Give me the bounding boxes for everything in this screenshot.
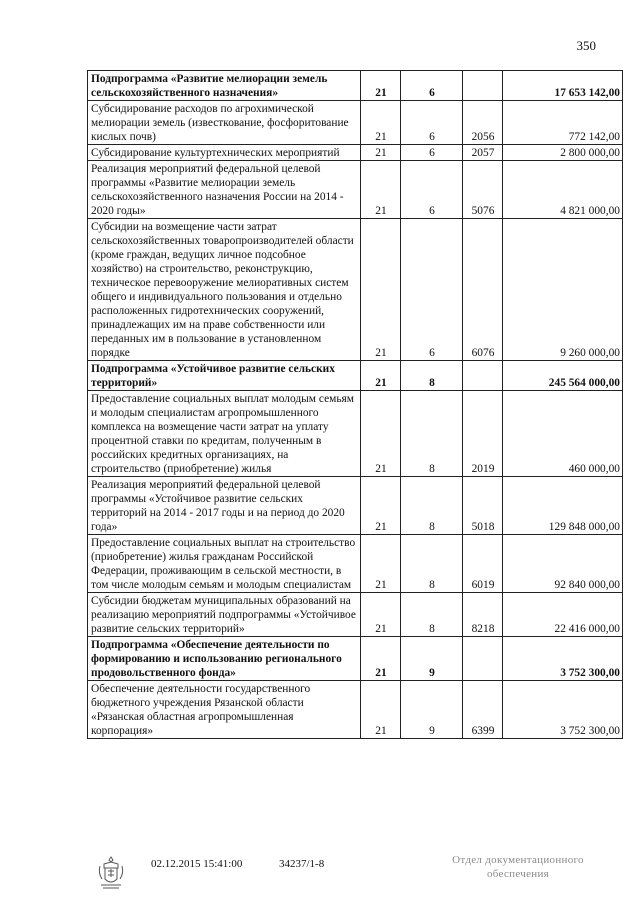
- row-subsection: 6: [401, 101, 463, 145]
- row-section: 21: [361, 219, 401, 361]
- row-name: Подпрограмма «Устойчивое развитие сельских территорий»: [88, 361, 361, 391]
- row-amount: 17 653 142,00: [503, 71, 623, 101]
- row-section: 21: [361, 681, 401, 739]
- row-amount: 460 000,00: [503, 391, 623, 477]
- row-name: Субсидирование расходов по агрохимической мелиорации земель (известкование, фосфоритование кислых почв): [88, 101, 361, 145]
- row-article: [463, 637, 503, 681]
- row-amount: 4 821 000,00: [503, 161, 623, 219]
- row-subsection: 6: [401, 161, 463, 219]
- row-name: Субсидии бюджетам муниципальных образований на реализацию мероприятий подпрограммы «Устойчивое развитие сельских территорий»: [88, 593, 361, 637]
- table-row: [88, 101, 623, 145]
- row-section: 21: [361, 145, 401, 161]
- row-amount: 2 800 000,00: [503, 145, 623, 161]
- coat-of-arms-emblem-icon: [96, 855, 126, 889]
- row-article: 2019: [463, 391, 503, 477]
- footer-doc-number: 34237/1-8: [279, 858, 325, 870]
- page-number: 350: [576, 38, 596, 53]
- footer-department-line: Отдел документационного: [452, 854, 584, 866]
- row-subsection: 8: [401, 361, 463, 391]
- table-row: [88, 477, 623, 535]
- row-article: 5018: [463, 477, 503, 535]
- row-article: 6399: [463, 681, 503, 739]
- row-name: Субсидирование культуртехнических мероприятий: [88, 145, 361, 161]
- table-row-program: [88, 637, 623, 681]
- row-article: 6076: [463, 219, 503, 361]
- row-name: Предоставление социальных выплат на строительство (приобретение) жилья гражданам Российской Федерации, проживающим в сельской местности, в том числе молодым семьям и молодым специалистам: [88, 535, 361, 593]
- row-section: 21: [361, 637, 401, 681]
- row-section: 21: [361, 101, 401, 145]
- row-article: 2057: [463, 145, 503, 161]
- table-row: [88, 145, 623, 161]
- row-article: [463, 71, 503, 101]
- row-amount: 129 848 000,00: [503, 477, 623, 535]
- row-subsection: 9: [401, 637, 463, 681]
- row-subsection: 8: [401, 477, 463, 535]
- row-article: 6019: [463, 535, 503, 593]
- row-subsection: 8: [401, 593, 463, 637]
- table-row-program: [88, 71, 623, 101]
- table-row: [88, 593, 623, 637]
- row-article: 2056: [463, 101, 503, 145]
- row-section: 21: [361, 593, 401, 637]
- row-section: 21: [361, 477, 401, 535]
- row-name: Реализация мероприятий федеральной целевой программы «Устойчивое развитие сельских территорий на 2014 - 2017 годы и на период до 2020 года»: [88, 477, 361, 535]
- row-amount: 772 142,00: [503, 101, 623, 145]
- footer-department-stamp: [443, 853, 593, 881]
- row-name: Подпрограмма «Развитие мелиорации земель сельскохозяйственного назначения»: [88, 71, 361, 101]
- footer-department-line: обеспечения: [486, 868, 550, 880]
- row-name: Реализация мероприятий федеральной целевой программы «Развитие мелиорации земель сельскохозяйственного назначения России на 2014 - 2020 годы»: [88, 161, 361, 219]
- row-subsection: 8: [401, 391, 463, 477]
- row-article: 8218: [463, 593, 503, 637]
- row-name: Подпрограмма «Обеспечение деятельности по формированию и использованию регионального продовольственного фонда»: [88, 637, 361, 681]
- row-amount: 3 752 300,00: [503, 637, 623, 681]
- row-name: Предоставление социальных выплат молодым семьям и молодым специалистам агропромышленного комплекса на возмещение части затрат на уплату процентной ставки по кредитам, полученным в российских кредитных организациях, на строительство (приобретение) жилья: [88, 391, 361, 477]
- row-name: Обеспечение деятельности государственного бюджетного учреждения Рязанской области «Рязанская областная агропромышленная корпорация»: [88, 681, 361, 739]
- footer-timestamp: 02.12.2015 15:41:00: [151, 858, 243, 870]
- row-section: 21: [361, 161, 401, 219]
- row-section: 21: [361, 71, 401, 101]
- table-row: [88, 219, 623, 361]
- row-subsection: 6: [401, 71, 463, 101]
- table-row: [88, 681, 623, 739]
- row-subsection: 6: [401, 219, 463, 361]
- row-subsection: 8: [401, 535, 463, 593]
- table-row: [88, 535, 623, 593]
- table-row: [88, 161, 623, 219]
- row-subsection: 9: [401, 681, 463, 739]
- row-amount: 9 260 000,00: [503, 219, 623, 361]
- row-section: 21: [361, 361, 401, 391]
- row-section: 21: [361, 391, 401, 477]
- row-article: [463, 361, 503, 391]
- row-amount: 3 752 300,00: [503, 681, 623, 739]
- table-row-program: [88, 361, 623, 391]
- budget-table: [87, 70, 623, 739]
- row-amount: 92 840 000,00: [503, 535, 623, 593]
- row-subsection: 6: [401, 145, 463, 161]
- row-amount: 245 564 000,00: [503, 361, 623, 391]
- row-amount: 22 416 000,00: [503, 593, 623, 637]
- table-row: [88, 391, 623, 477]
- row-article: 5076: [463, 161, 503, 219]
- row-section: 21: [361, 535, 401, 593]
- row-name: Субсидии на возмещение части затрат сельскохозяйственных товаропроизводителей области (кроме граждан, ведущих личное подсобное хозяйство) на строительство, реконструкцию, техническое перевооружение мелиоративных систем общего и индивидуального пользования и отдельно расположенных гидротехнических сооружений, принадлежащих им на праве собственности или переданных им в пользование в установленном порядке: [88, 219, 361, 361]
